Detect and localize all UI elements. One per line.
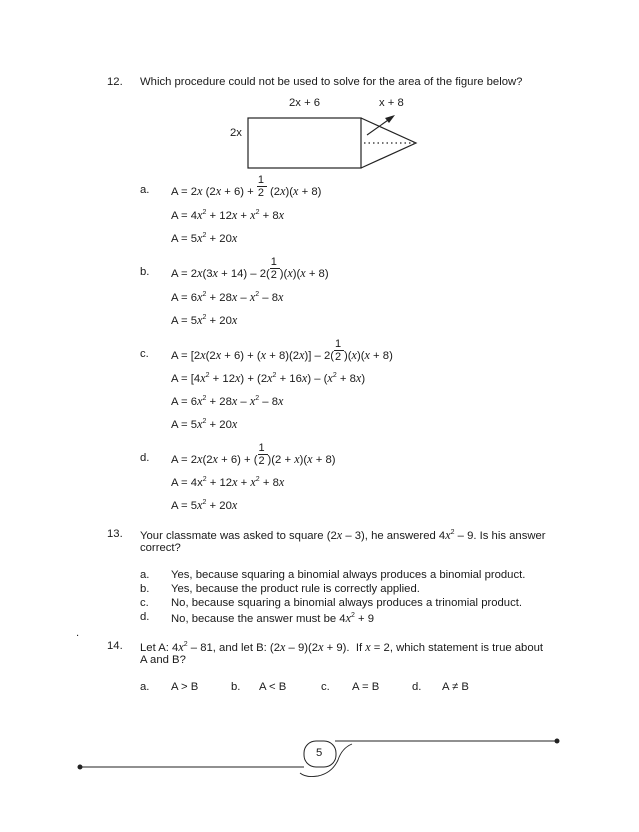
q12-option-d-letter: d. [140,452,150,464]
q13-question-line1: Your classmate was asked to square (2x – 3), he answered $4x^2 - 9$. Is his answer [140,528,546,542]
q13-option-d-text: No, because the answer must be $4x^2 + 9$ [171,611,375,625]
q14-option-c-text: A = B [352,681,380,693]
figure-arrow-label: x + 8 [379,97,404,109]
q12-option-b-line2: $A = 6x^2 + 28x - x^2 - 8x$ [171,290,284,304]
q12-option-a-line3: $A = 5x^2 + 20x$ [171,231,238,245]
footer-dot-left [78,765,83,770]
q12-option-c-line1: A = [2x(2x + 6) + (x + 8)(2x)] – 2( $\frac{1}{2}$ )(x)(x + 8) [171,338,393,364]
q13-option-c-letter: c. [140,597,149,609]
q13-option-a-letter: a. [140,569,150,581]
q12-option-c-line3: $A = 6x^2 + 28x - x^2 - 8x$ [171,394,284,408]
q12-option-a-line2: $A = 4x^2 + 12x + x^2 + 8x$ [171,208,285,222]
q14-option-d-text: A ≠ B [442,681,469,693]
figure-side-label: 2x [230,127,242,139]
q13-option-c-text: No, because squaring a binomial always produces a trinomial product. [171,597,523,609]
q14-option-a-letter: a. [140,681,150,693]
q13-question-line2: correct? [140,542,181,554]
q14-option-d-letter: d. [412,681,422,693]
figure-top-label: 2x + 6 [289,97,321,109]
q13-option-b-text: Yes, because the product rule is correctly applied. [171,583,420,595]
page-number: 5 [316,747,323,759]
q12-option-b-letter: b. [140,266,150,278]
q14-option-b-letter: b. [231,681,241,693]
q12-option-c-line4: $A = 5x^2 + 20x$ [171,417,238,431]
q12-option-d-line2: $A = 4x^2 + 12x + x^2 + 8x$ [171,475,285,489]
q14-number: 14. [107,640,123,652]
q13-option-a-text: Yes, because squaring a binomial always produces a binomial product. [171,569,526,581]
q13-option-d-letter: d. [140,611,150,623]
q14-option-b-text: A < B [259,681,287,693]
q12-option-b-line3: $A = 5x^2 + 20x$ [171,313,238,327]
q12-option-d-line3: $A = 5x^2 + 20x$ [171,498,238,512]
q13-option-b-letter: b. [140,583,150,595]
q14-question-line2: A and B? [140,654,186,666]
q12-option-c-letter: c. [140,348,149,360]
q12-option-a-letter: a. [140,184,150,196]
q12-option-b-line1: A = 2x(3x + 14) – 2( $\frac{1}{2}$ )(x)(x + 8) [171,256,329,282]
q12-number: 12. [107,76,123,88]
q12-option-c-line2: $A = [4x^2 + 12x) + (2x^2 + 16x) - (x^2 + 8x)$ [171,371,366,385]
q12-option-d-line1: A = 2x(2x + 6) + ( $\frac{1}{2}$ )(2 + x)(x + 8) [171,442,336,468]
q12-question: Which procedure could not be used to solve for the area of the figure below? [140,76,523,88]
figure-rectangle [248,118,361,168]
q14-option-c-letter: c. [321,681,330,693]
footer-dot-right [555,739,560,744]
q13-number: 13. [107,528,123,540]
q14-option-a-text: A > B [171,681,199,693]
q14-question-line1: Let A: $4x^2 - 81$, and let B: (2x – 9)(2x + 9). If x = 2, which statement is true about [140,640,544,654]
margin-mark: . [76,627,80,639]
q12-option-a-line1: A = 2x (2x + 6) + $\frac{1}{2}$ (2x)(x + 8) [171,174,322,200]
